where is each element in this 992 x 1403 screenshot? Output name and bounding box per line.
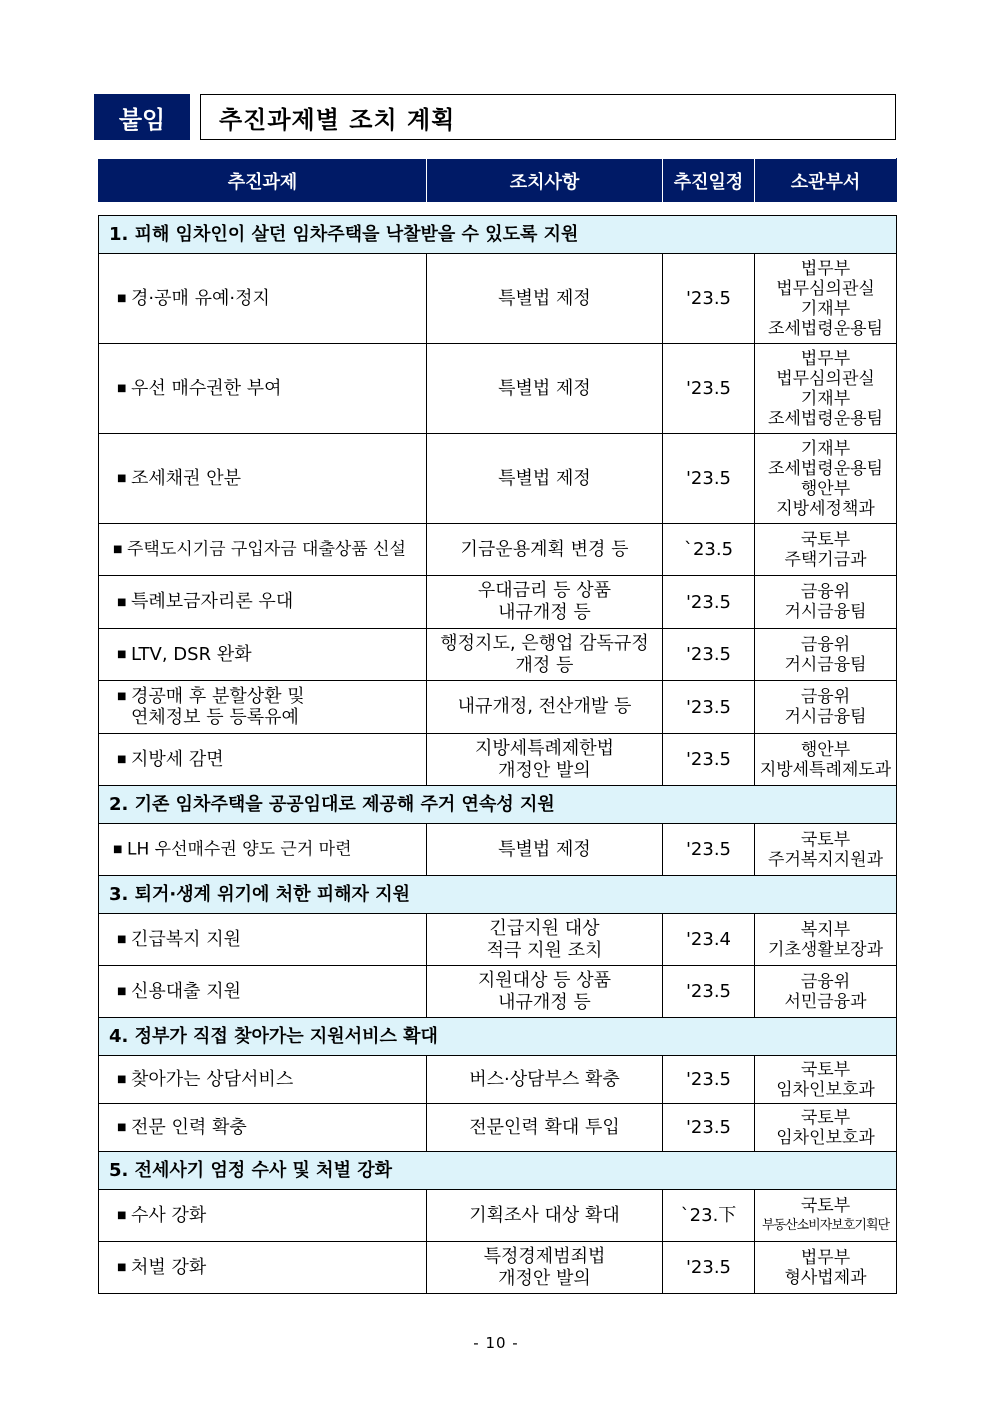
table-row	[99, 524, 897, 576]
action-line: 내규개정 등	[498, 602, 591, 623]
department-line: 국토부	[800, 1107, 851, 1128]
column-header-department: 소관부서	[755, 159, 897, 203]
bullet-square-icon: ■	[117, 934, 127, 946]
schedule-cell: `23.下	[663, 1190, 755, 1242]
schedule-cell: '23.5	[663, 824, 755, 876]
department-line: 금융위	[800, 582, 851, 602]
bullet-square-icon: ■	[117, 1262, 127, 1274]
action-line: 개정 등	[515, 654, 574, 676]
task-line	[117, 644, 426, 666]
schedule-cell: '23.5	[663, 966, 755, 1018]
table-header	[98, 158, 897, 203]
bullet-square-icon: ■	[117, 473, 127, 485]
department-cell	[755, 681, 897, 734]
action-line: 내규개정, 전산개발 등	[457, 696, 632, 717]
department-cell	[755, 254, 897, 344]
schedule-cell: '23.4	[663, 914, 755, 966]
bullet-square-icon: ■	[117, 383, 127, 395]
section-title: 5. 전세사기 엄정 수사 및 처벌 강화	[99, 1152, 897, 1190]
task-text: LH 우선매수권 양도 근거 마련	[127, 839, 352, 860]
task-cell	[99, 914, 427, 966]
task-cell	[99, 254, 427, 344]
task-cell	[99, 734, 427, 786]
section-header-row	[99, 216, 897, 254]
action-cell	[427, 254, 663, 344]
action-cell	[427, 824, 663, 876]
schedule-cell: '23.5	[663, 1104, 755, 1152]
section-title: 2. 기존 임차주택을 공공임대로 제공해 주거 연속성 지원	[99, 786, 897, 824]
action-line: 특별법 제정	[498, 287, 591, 309]
department-line: 조세법령운용팀	[768, 458, 883, 479]
task-text: 신용대출 지원	[131, 980, 242, 1002]
task-line	[117, 468, 426, 490]
task-line	[117, 591, 426, 613]
department-line: 임차인보호과	[776, 1127, 875, 1148]
schedule-cell: '23.5	[663, 681, 755, 734]
schedule-cell: `23.5	[663, 524, 755, 576]
action-cell	[427, 914, 663, 966]
task-line	[117, 686, 426, 708]
table-row	[99, 966, 897, 1018]
section-header-row	[99, 876, 897, 914]
action-line: 기획조사 대상 확대	[469, 1204, 620, 1226]
task-text: 지방세 감면	[131, 748, 224, 770]
task-cell	[99, 524, 427, 576]
department-line: 임차인보호과	[776, 1079, 875, 1100]
task-line	[117, 981, 426, 1003]
department-cell	[755, 824, 897, 876]
task-line	[117, 1257, 426, 1279]
department-cell	[755, 966, 897, 1018]
task-text: 긴급복지 지원	[131, 928, 242, 950]
department-line: 국토부	[800, 829, 851, 850]
action-cell	[427, 344, 663, 434]
column-header-schedule: 추진일정	[663, 159, 755, 203]
task-text: 수사 강화	[131, 1204, 207, 1226]
section-title: 1. 피해 임차인이 살던 임차주택을 낙찰받을 수 있도록 지원	[99, 216, 897, 254]
table-row	[99, 434, 897, 524]
department-line: 법무부	[800, 348, 851, 369]
department-line: 행안부	[800, 478, 851, 499]
bullet-square-icon: ■	[117, 1210, 127, 1222]
schedule-cell: '23.5	[663, 344, 755, 434]
schedule-cell: '23.5	[663, 1242, 755, 1294]
department-cell	[755, 629, 897, 681]
action-cell	[427, 629, 663, 681]
action-line: 적극 지원 조치	[486, 939, 603, 961]
department-line: 조세법령운용팀	[768, 318, 883, 339]
department-line: 법무부	[800, 1247, 851, 1268]
department-cell	[755, 1056, 897, 1104]
department-cell	[755, 1242, 897, 1294]
department-line: 금융위	[800, 634, 851, 655]
task-text: 경·공매 유예·정지	[131, 287, 270, 309]
department-line: 기재부	[800, 298, 851, 319]
task-cell	[99, 434, 427, 524]
department-line: 법무부	[800, 258, 851, 279]
plan-table	[98, 215, 897, 1294]
action-line: 내규개정 등	[498, 991, 591, 1013]
department-line: 금융위	[800, 687, 851, 707]
task-text: 처벌 강화	[131, 1256, 207, 1278]
department-cell	[755, 434, 897, 524]
action-cell	[427, 681, 663, 734]
action-line: 지방세특례제한법	[474, 737, 615, 759]
title-row	[94, 94, 896, 140]
department-cell	[755, 1190, 897, 1242]
department-line: 법무심의관실	[776, 368, 875, 389]
department-line: 기재부	[800, 438, 851, 459]
table-row	[99, 734, 897, 786]
department-cell	[755, 524, 897, 576]
department-line: 행안부	[800, 739, 851, 760]
task-text: 조세채권 안분	[131, 467, 242, 489]
action-line: 버스·상담부스 확충	[469, 1068, 620, 1090]
action-cell	[427, 1056, 663, 1104]
task-line	[117, 1117, 426, 1139]
column-header-task: 추진과제	[99, 159, 427, 203]
schedule-cell: '23.5	[663, 576, 755, 629]
action-cell	[427, 734, 663, 786]
task-text: 특례보금자리론 우대	[131, 591, 294, 613]
task-line	[117, 378, 426, 400]
table-row	[99, 344, 897, 434]
task-line	[113, 839, 426, 861]
department-cell	[755, 576, 897, 629]
schedule-cell: '23.5	[663, 734, 755, 786]
task-cell	[99, 344, 427, 434]
section-header-row	[99, 1018, 897, 1056]
task-line	[117, 288, 426, 310]
table-row	[99, 254, 897, 344]
task-text: 주택도시기금 구입자금 대출상품 신설	[127, 539, 406, 560]
table-row	[99, 1190, 897, 1242]
bullet-square-icon: ■	[113, 543, 123, 555]
action-line: 전문인력 확대 투입	[469, 1116, 620, 1138]
task-line	[117, 1069, 426, 1091]
task-cell	[99, 1242, 427, 1294]
department-line: 국토부	[800, 1059, 851, 1080]
table-row	[99, 824, 897, 876]
task-line	[117, 1205, 426, 1227]
task-cell	[99, 824, 427, 876]
department-line: 법무심의관실	[776, 278, 875, 299]
task-cell	[99, 1190, 427, 1242]
action-cell	[427, 1242, 663, 1294]
schedule-cell: '23.5	[663, 434, 755, 524]
column-header-action: 조치사항	[427, 159, 663, 203]
department-cell	[755, 914, 897, 966]
department-cell	[755, 734, 897, 786]
page-title: 추진과제별 조치 계획	[200, 94, 896, 140]
bullet-square-icon: ■	[117, 691, 127, 703]
bullet-square-icon: ■	[117, 986, 127, 998]
action-line: 개정안 발의	[498, 1267, 591, 1289]
department-line: 형사법제과	[784, 1267, 867, 1288]
action-cell	[427, 434, 663, 524]
department-line: 국토부	[800, 1195, 851, 1216]
task-cell	[99, 576, 427, 629]
attachment-tag: 붙임	[94, 94, 190, 140]
task-text: LTV, DSR 완화	[131, 643, 252, 665]
bullet-square-icon: ■	[117, 293, 127, 305]
section-title: 3. 퇴거·생계 위기에 처한 피해자 지원	[99, 876, 897, 914]
action-cell	[427, 576, 663, 629]
department-line: 조세법령운용팀	[768, 408, 883, 429]
table-row	[99, 629, 897, 681]
department-line: 거시금융팀	[784, 602, 867, 622]
department-line: 거시금융팀	[784, 707, 867, 727]
department-line: 지방세정책과	[776, 498, 875, 519]
task-line	[113, 539, 426, 561]
action-cell	[427, 966, 663, 1018]
department-line: 지방세특례제도과	[759, 759, 892, 780]
department-line: 금융위	[800, 971, 851, 992]
table-row	[99, 914, 897, 966]
bullet-square-icon: ■	[117, 1074, 127, 1086]
task-line	[117, 929, 426, 951]
task-cell	[99, 1104, 427, 1152]
bullet-square-icon: ■	[117, 1122, 127, 1134]
action-cell	[427, 1104, 663, 1152]
action-line: 개정안 발의	[498, 759, 591, 781]
task-line	[117, 707, 426, 728]
task-cell	[99, 1056, 427, 1104]
department-line: 부동산소비자보호기획단	[761, 1217, 890, 1233]
bullet-square-icon: ■	[117, 596, 127, 608]
action-line: 긴급지원 대상	[489, 917, 600, 939]
schedule-cell: '23.5	[663, 1056, 755, 1104]
table-row	[99, 681, 897, 734]
department-line: 국토부	[800, 529, 851, 550]
action-line: 특별법 제정	[498, 467, 591, 489]
action-line: 행정지도, 은행업 감독규정	[440, 632, 649, 654]
task-cell	[99, 681, 427, 734]
action-line: 지원대상 등 상품	[477, 969, 612, 991]
table-row	[99, 1056, 897, 1104]
department-line: 기초생활보장과	[768, 939, 883, 960]
task-text: 전문 인력 확충	[131, 1116, 247, 1138]
action-cell	[427, 524, 663, 576]
section-title: 4. 정부가 직접 찾아가는 지원서비스 확대	[99, 1018, 897, 1056]
task-text: 경공매 후 분할상환 및	[131, 685, 305, 707]
action-line: 기금운용계획 변경 등	[460, 538, 629, 560]
department-line: 서민금융과	[784, 991, 867, 1012]
table-row	[99, 1242, 897, 1294]
table-row	[99, 576, 897, 629]
bullet-square-icon: ■	[117, 754, 127, 766]
section-header-row	[99, 786, 897, 824]
task-text: 연체정보 등 등록유예	[131, 707, 299, 729]
action-line: 우대금리 등 상품	[477, 580, 612, 601]
page-number: - 10 -	[473, 1334, 519, 1352]
action-line: 특정경제범죄법	[483, 1245, 606, 1267]
bullet-square-icon: ■	[113, 843, 123, 855]
department-line: 기재부	[800, 388, 851, 409]
bullet-square-icon: ■	[117, 649, 127, 661]
task-cell	[99, 966, 427, 1018]
department-line: 거시금융팀	[784, 654, 867, 675]
action-cell	[427, 1190, 663, 1242]
action-line: 특별법 제정	[498, 377, 591, 399]
action-line: 특별법 제정	[498, 838, 591, 860]
section-header-row	[99, 1152, 897, 1190]
department-cell	[755, 344, 897, 434]
schedule-cell: '23.5	[663, 629, 755, 681]
task-text: 우선 매수권한 부여	[131, 377, 282, 399]
department-line: 주택기금과	[784, 549, 867, 570]
department-line: 주거복지지원과	[768, 849, 883, 870]
schedule-cell: '23.5	[663, 254, 755, 344]
task-text: 찾아가는 상담서비스	[131, 1068, 294, 1090]
table-row	[99, 1104, 897, 1152]
task-line	[117, 749, 426, 771]
department-cell	[755, 1104, 897, 1152]
department-line: 복지부	[800, 919, 851, 940]
task-cell	[99, 629, 427, 681]
